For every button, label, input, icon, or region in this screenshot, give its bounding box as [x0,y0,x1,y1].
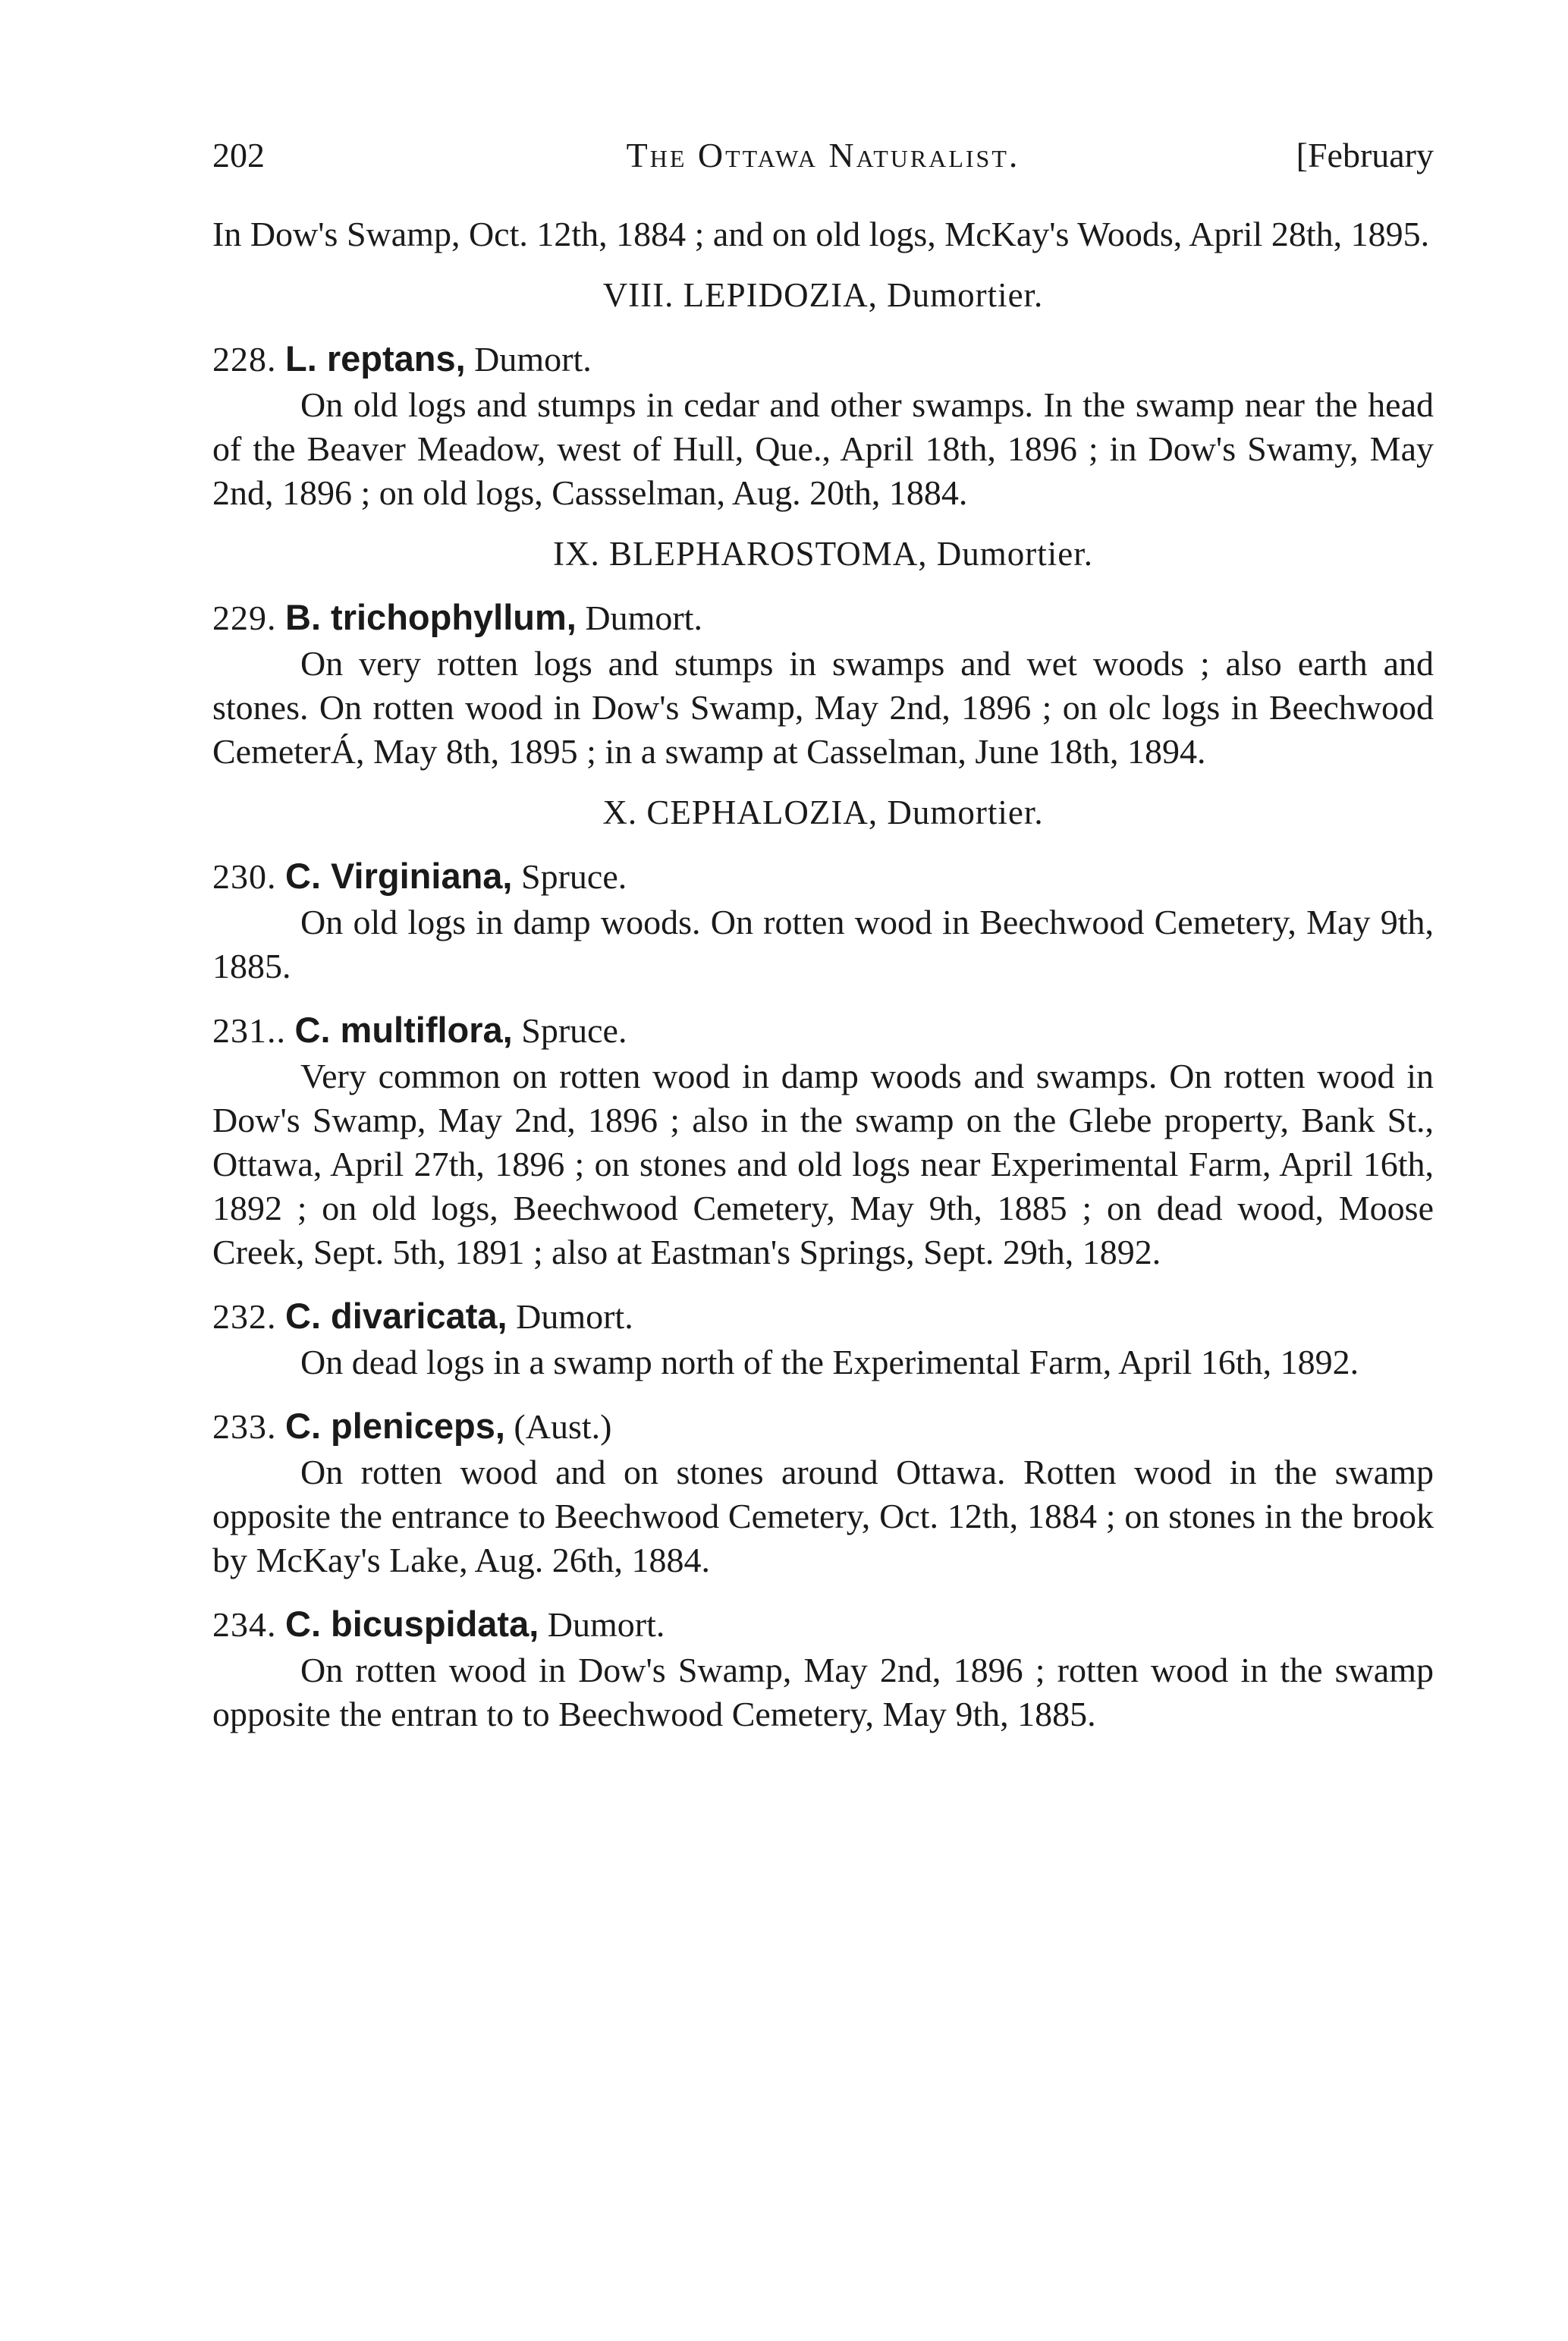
species-name: C. multiflora, [294,1010,513,1050]
genus-heading-cephalozia: X. CEPHALOZIA, Dumortier. [602,793,1044,831]
entry-number: 233. [212,1407,277,1446]
species-name: C. divaricata, [285,1296,507,1336]
entry-number: 234. [212,1605,277,1644]
genus-heading-lepidozia: VIII. LEPIDOZIA, Dumortier. [602,276,1044,314]
entry-number: 231.. [212,1011,286,1050]
journal-title: The Ottawa Naturalist. [626,136,1020,174]
species-authority: (Aust.) [514,1407,612,1446]
entry-number: 229. [212,599,277,637]
species-description-229: On very rotten logs and stumps in swamps and wet woods ; also earth and stones. On rotten wood in Dow's Swamp, May 2nd, 1896 ; on olc logs in Beechwood CemeterÁ, May 8th, 1895 ; in a swamp at Casselman, June 18th, 1894. [212,644,1434,771]
species-name: C. bicuspidata, [285,1604,539,1644]
species-entry-228 [212,337,1434,382]
species-entry-231 [212,1008,1434,1053]
species-name: L. reptans, [285,338,466,379]
species-authority: Spruce. [521,1011,627,1050]
species-authority: Dumort. [516,1297,633,1336]
genus-heading-blepharostoma: IX. BLEPHAROSTOMA, Dumortier. [553,535,1093,573]
species-description-232: On dead logs in a swamp north of the Experimental Farm, April 16th, 1892. [300,1343,1359,1381]
species-authority: Spruce. [521,857,627,896]
species-authority: Dumort. [474,340,592,379]
intro-paragraph: In Dow's Swamp, Oct. 12th, 1884 ; and on old logs, McKay's Woods, April 28th, 1895. [212,215,1430,253]
species-name: C. Virginiana, [285,856,513,896]
species-description-234: On rotten wood in Dow's Swamp, May 2nd, 1896 ; rotten wood in the swamp opposite the entran to to Beechwood Cemetery, May 9th, 1885. [212,1651,1434,1733]
species-entry-233 [212,1404,1434,1449]
species-entry-230 [212,854,1434,899]
entry-number: 230. [212,857,277,896]
species-authority: Dumort. [585,599,702,637]
page-content [212,212,1434,1736]
species-name: B. trichophyllum, [285,597,577,637]
entry-number: 228. [212,340,277,379]
species-description-231: Very common on rotten wood in damp woods and swamps. On rotten wood in Dow's Swamp, May 2nd, 1896 ; also in the swamp on the Glebe property, Bank St., Ottawa, April 27th, 1896 ; on stones and old logs near Experimental Farm, April 16th, 1892 ; on old logs, Beechwood Cemetery, May 9th, 1885 ; on dead wood, Moose Creek, Sept. 5th, 1891 ; also at Eastman's Springs, Sept. 29th, 1892. [212,1057,1434,1271]
species-entry-229 [212,595,1434,640]
running-header [212,129,1434,182]
species-description-233: On rotten wood and on stones around Ottawa. Rotten wood in the swamp opposite the entrance to Beechwood Cemetery, Oct. 12th, 1884 ; on stones in the brook by McKay's Lake, Aug. 26th, 1884. [212,1453,1434,1579]
species-description-228: On old logs and stumps in cedar and other swamps. In the swamp near the head of the Beaver Meadow, west of Hull, Que., April 18th, 1896 ; in Dow's Swamy, May 2nd, 1896 ; on old logs, Cassselman, Aug. 20th, 1884. [212,385,1434,512]
issue-month: [February [1296,136,1434,174]
species-name: C. pleniceps, [285,1406,505,1446]
species-authority: Dumort. [547,1605,665,1644]
species-entry-232 [212,1294,1434,1339]
entry-number: 232. [212,1297,277,1336]
species-description-230: On old logs in damp woods. On rotten wood in Beechwood Cemetery, May 9th, 1885. [212,903,1434,985]
page-number: 202 [212,136,265,174]
species-entry-234 [212,1602,1434,1647]
